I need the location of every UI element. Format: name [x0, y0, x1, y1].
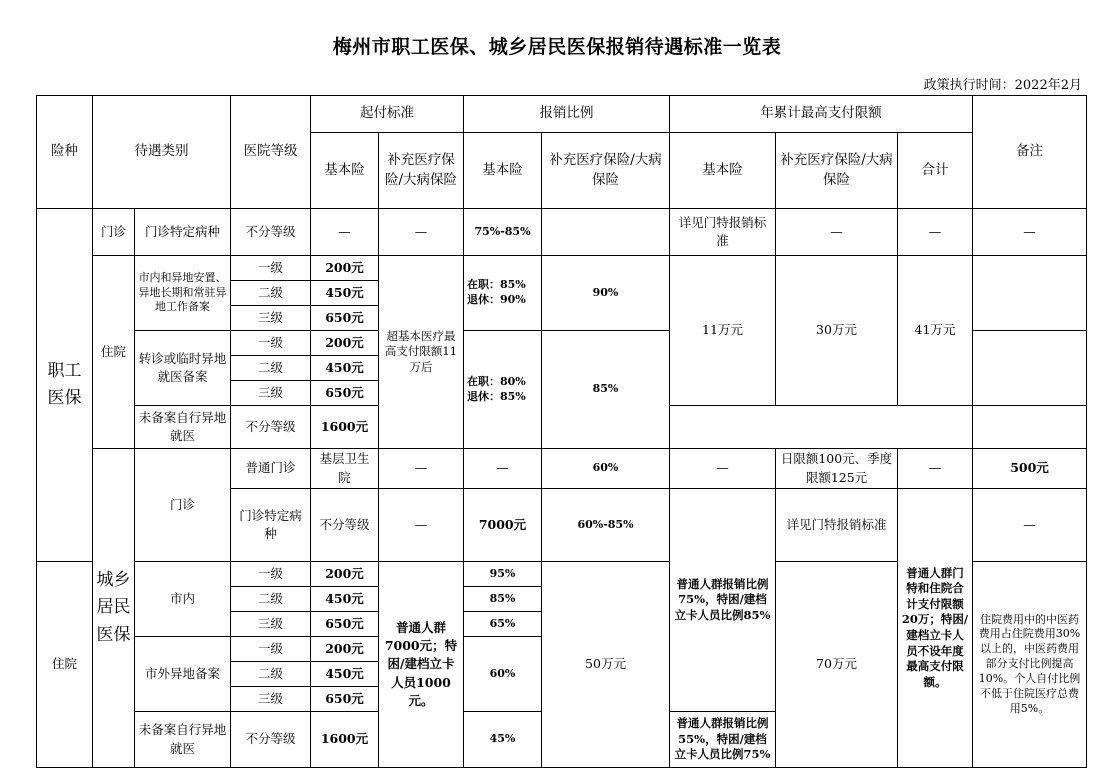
employee-fee-1: 200元 — [311, 256, 379, 281]
employee-special-note: — — [973, 209, 1087, 256]
resident-remote-level-2: 二级 — [231, 662, 311, 687]
employee-special-supp-deductible: — — [379, 209, 464, 256]
header-reimbursement-ratio: 报销比例 — [464, 96, 670, 133]
resident-special-max-total: — — [973, 489, 1087, 562]
employee-supp-deductible: 超基本医疗最高支付限额11万后 — [379, 256, 464, 449]
resident-unfiled: 未备案自行异地就医 — [135, 712, 231, 768]
employee-unfiled-fee: 1600元 — [311, 406, 379, 449]
resident-supp-ratio-main: 普通人群报销比例75%，特困/建档立卡人员比例85% — [670, 489, 776, 712]
employee-level-3: 三级 — [231, 306, 311, 331]
page-title: 梅州市职工医保、城乡居民医保报销待遇标准一览表 — [332, 36, 782, 58]
employee-note-1 — [973, 256, 1087, 331]
resident-remote: 市外异地备案 — [135, 637, 231, 712]
employee-inpatient-label: 住院 — [93, 256, 135, 449]
resident-local-level-3: 三级 — [231, 612, 311, 637]
employee-special-max: 详见门特报销标准 — [670, 209, 776, 256]
resident-local-ratio-1: 95% — [464, 562, 542, 587]
resident-general-outpatient: 普通门诊 — [231, 449, 311, 489]
employee-referral-fee-3: 650元 — [311, 381, 379, 406]
employee-ratio-local: 在职：85% 退休：90% — [464, 256, 542, 331]
header-annual-max: 年累计最高支付限额 — [670, 96, 973, 133]
header-notes: 备注 — [973, 96, 1087, 209]
employee-referral-level-2: 二级 — [231, 356, 311, 381]
resident-local-level-2: 二级 — [231, 587, 311, 612]
resident-inpatient-label: 住院 — [37, 562, 93, 768]
resident-general-total: 500元 — [973, 449, 1087, 489]
employee-referral-fee-1: 200元 — [311, 331, 379, 356]
employee-special-max-total: — — [898, 209, 973, 256]
resident-special-disease: 门诊特定病种 — [231, 489, 311, 562]
resident-supp-deductible: 普通人群7000元；特困/建档立卡人员1000元。 — [379, 562, 464, 768]
employee-ratio-referral: 在职：80% 退休：85% — [464, 331, 542, 449]
resident-max-total: 70万元 — [776, 562, 898, 768]
employee-fee-3: 650元 — [311, 306, 379, 331]
resident-unfiled-level: 不分等级 — [231, 712, 311, 768]
employee-referral-level-3: 三级 — [231, 381, 311, 406]
header-deductible-basic: 基本险 — [311, 133, 379, 209]
employee-special-disease: 门诊特定病种 — [135, 209, 231, 256]
resident-general-limit: 日限额100元、季度限额125元 — [776, 449, 898, 489]
employee-note-3 — [973, 406, 1087, 449]
employee-insurance-label: 职工医保 — [37, 209, 93, 562]
resident-max-supp: 普通人群门特和住院合计支付限额20万；特困/建档立卡人员不设年度最高支付限额。 — [898, 489, 973, 768]
resident-special-supp-deductible: 7000元 — [464, 489, 542, 562]
header-insurance-type: 险种 — [37, 96, 93, 209]
benefits-table — [36, 95, 1087, 768]
employee-max-basic: 11万元 — [670, 256, 776, 406]
resident-local-ratio-3: 65% — [464, 612, 542, 637]
header-deductible: 起付标准 — [311, 96, 464, 133]
employee-group-unfiled: 未备案自行异地就医 — [135, 406, 231, 449]
resident-remote-level-1: 一级 — [231, 637, 311, 662]
employee-group-referral: 转诊或临时异地就医备案 — [135, 331, 231, 406]
employee-unfiled-max — [670, 406, 973, 449]
resident-insurance-label: 城乡居民医保 — [93, 449, 135, 768]
employee-referral-level-1: 一级 — [231, 331, 311, 356]
resident-remote-fee-3: 650元 — [311, 687, 379, 712]
header-hospital-level: 医院等级 — [231, 96, 311, 209]
resident-local-fee-1: 200元 — [311, 562, 379, 587]
resident-general-ratio: 60% — [542, 449, 670, 489]
resident-outpatient-label: 门诊 — [135, 449, 231, 562]
employee-special-level: 不分等级 — [231, 209, 311, 256]
resident-remote-fee-2: 450元 — [311, 662, 379, 687]
resident-general-supp-ratio: — — [670, 449, 776, 489]
employee-outpatient-label: 门诊 — [93, 209, 135, 256]
resident-special-deductible: — — [379, 489, 464, 562]
employee-special-max-supp: — — [776, 209, 898, 256]
header-max-basic: 基本险 — [670, 133, 776, 209]
resident-supp-ratio-unfiled: 普通人群报销比例55%，特困/建档立卡人员比例75% — [670, 712, 776, 768]
resident-remote-ratio: 60% — [464, 637, 542, 712]
employee-note-2 — [973, 331, 1087, 406]
resident-unfiled-ratio: 45% — [464, 712, 542, 768]
policy-effective-date: 政策执行时间：2022年2月 — [923, 78, 1082, 93]
header-max-supplementary: 补充医疗保险/大病保险 — [776, 133, 898, 209]
header-ratio-supplementary: 补充医疗保险/大病保险 — [542, 133, 670, 209]
employee-group-local: 市内和异地安置、异地长期和常驻异地工作备案 — [135, 256, 231, 331]
resident-local-fee-3: 650元 — [311, 612, 379, 637]
header-benefit-type: 待遇类别 — [93, 96, 231, 209]
resident-general-supp-deductible: — — [464, 449, 542, 489]
employee-supp-ratio-local: 90% — [542, 256, 670, 331]
employee-level-1: 一级 — [231, 256, 311, 281]
resident-special-max: 详见门特报销标准 — [776, 489, 898, 562]
employee-special-deductible: — — [311, 209, 379, 256]
employee-max-total: 41万元 — [898, 256, 973, 406]
employee-level-2: 二级 — [231, 281, 311, 306]
resident-remote-fee-1: 200元 — [311, 637, 379, 662]
resident-local-fee-2: 450元 — [311, 587, 379, 612]
resident-max-basic: 50万元 — [542, 562, 670, 768]
employee-referral-fee-2: 450元 — [311, 356, 379, 381]
employee-special-supp-ratio — [542, 209, 670, 256]
resident-general-deductible: — — [379, 449, 464, 489]
employee-supp-ratio-referral: 85% — [542, 331, 670, 449]
employee-fee-2: 450元 — [311, 281, 379, 306]
resident-primary-clinic: 基层卫生院 — [311, 449, 379, 489]
resident-general-max-supp: — — [898, 449, 973, 489]
resident-special-ratio: 60%-85% — [542, 489, 670, 562]
resident-local: 市内 — [135, 562, 231, 637]
resident-special-level: 不分等级 — [311, 489, 379, 562]
resident-local-ratio-2: 85% — [464, 587, 542, 612]
employee-unfiled-level: 不分等级 — [231, 406, 311, 449]
employee-max-supp: 30万元 — [776, 256, 898, 406]
header-max-total: 合计 — [898, 133, 973, 209]
resident-remote-level-3: 三级 — [231, 687, 311, 712]
header-deductible-supplementary: 补充医疗保险/大病保险 — [379, 133, 464, 209]
resident-note: 住院费用中的中医药费用占住院费用30%以上的，中医药费用部分支付比例提高10%。个人自付比例不低于住院医疗总费用5%。 — [973, 562, 1087, 768]
employee-special-ratio: 75%-85% — [464, 209, 542, 256]
resident-unfiled-fee: 1600元 — [311, 712, 379, 768]
header-ratio-basic: 基本险 — [464, 133, 542, 209]
resident-local-level-1: 一级 — [231, 562, 311, 587]
